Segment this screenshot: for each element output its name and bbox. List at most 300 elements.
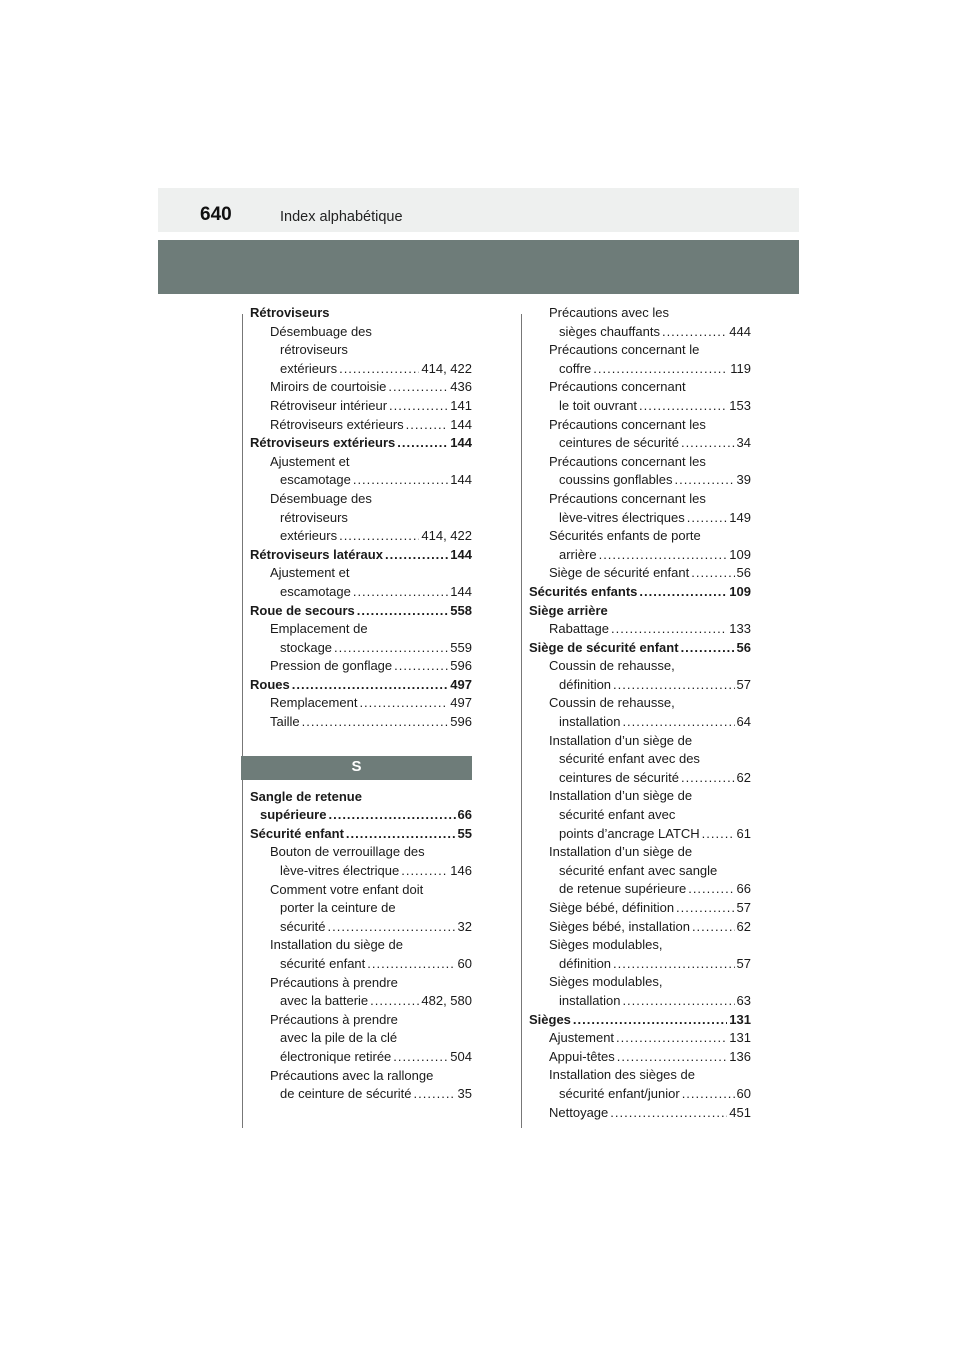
index-entry-text: Nettoyage — [549, 1104, 609, 1120]
index-subentry — [250, 490, 472, 546]
index-entry-line — [549, 620, 751, 639]
index-entry — [250, 788, 472, 825]
index-entry-line — [270, 490, 472, 509]
page-reference: 35 — [457, 1086, 472, 1102]
index-entry-line — [549, 899, 751, 918]
index-entry-text: sécurité — [280, 918, 326, 934]
page-reference: 57 — [736, 955, 751, 971]
index-entry-line — [270, 899, 472, 918]
index-entry-line — [549, 546, 751, 565]
index-subentry — [250, 1011, 472, 1067]
dot-leader — [681, 434, 735, 453]
index-entry — [529, 639, 751, 658]
page-reference: 144 — [450, 472, 472, 488]
index-entry-line — [549, 509, 751, 528]
dot-leader — [674, 471, 734, 490]
index-entry-text: Précautions concernant les — [549, 416, 706, 432]
page-reference: 39 — [736, 472, 751, 488]
index-entry-text: Installation des sièges de — [549, 1067, 695, 1083]
index-entry-text: Emplacement de — [270, 621, 368, 637]
index-subentry — [250, 657, 472, 676]
index-entry — [250, 825, 472, 844]
page-reference: 497 — [450, 676, 472, 692]
index-entry-line — [250, 676, 472, 695]
index-entry — [529, 1011, 751, 1030]
index-entry-line — [549, 1066, 751, 1085]
index-entry-text: escamotage — [280, 583, 351, 599]
index-entry-text: Désembuage des — [270, 323, 372, 339]
dot-leader — [406, 416, 449, 435]
dot-leader — [681, 639, 735, 658]
dot-leader — [573, 1011, 727, 1030]
index-entry — [250, 676, 472, 695]
index-entry-text: Comment votre enfant doit — [270, 881, 424, 897]
index-entry-line — [270, 564, 472, 583]
index-subentry — [529, 416, 751, 453]
index-entry-text: sécurité enfant/junior — [559, 1085, 680, 1101]
index-entry-line — [270, 620, 472, 639]
dot-leader — [353, 583, 448, 602]
index-subentry — [529, 527, 751, 564]
index-entry-line — [270, 527, 472, 546]
dot-leader — [394, 657, 448, 676]
index-entry-line — [250, 788, 472, 807]
index-entry-text: supérieure — [260, 807, 327, 823]
index-entry-line — [250, 806, 472, 825]
index-subentry — [529, 1029, 751, 1048]
page-number: 640 — [200, 204, 232, 225]
index-entry-text: Sièges modulables, — [549, 974, 663, 990]
index-entry-line — [549, 453, 751, 472]
index-entry-text: sécurité enfant avec — [559, 807, 676, 823]
dot-leader — [353, 471, 448, 490]
index-entry-line — [270, 416, 472, 435]
page-reference: 144 — [450, 546, 472, 562]
index-entry-line — [549, 1104, 751, 1123]
page-reference: 444 — [729, 323, 751, 339]
index-entry-text: Sièges modulables, — [549, 937, 663, 953]
index-entry-text: Installation d’un siège de — [549, 732, 693, 748]
index-entry-line — [529, 583, 751, 602]
index-entry-text: le toit ouvrant — [559, 397, 638, 413]
index-entry-text: Précautions concernant les — [549, 453, 706, 469]
index-entry-line — [270, 1011, 472, 1030]
page-reference: 497 — [450, 695, 472, 711]
index-entry-text: Installation du siège de — [270, 937, 403, 953]
index-subentry — [250, 453, 472, 490]
index-entry-line — [549, 1085, 751, 1104]
index-subentry — [250, 323, 472, 379]
index-entry-text: sécurité enfant avec sangle — [559, 862, 718, 878]
page-reference: 144 — [450, 583, 472, 599]
index-entry-line — [270, 955, 472, 974]
page-reference: 57 — [736, 676, 751, 692]
index-entry-text: Précautions avec la rallonge — [270, 1067, 434, 1083]
page-reference: 60 — [457, 956, 472, 971]
index-entry-text: installation — [559, 714, 621, 730]
dot-leader — [613, 676, 734, 695]
index-entry-line — [270, 323, 472, 342]
index-entry-text: définition — [559, 955, 612, 971]
dot-leader — [397, 434, 448, 453]
header-band — [158, 240, 799, 294]
index-subentry — [529, 657, 751, 694]
index-entry-text: coffre — [559, 360, 592, 376]
index-entry-text: Précautions concernant — [549, 379, 686, 395]
index-entry-line — [549, 750, 751, 769]
page-reference: 153 — [729, 397, 751, 413]
index-entry-text: sièges chauffants — [559, 323, 660, 339]
index-entry-text: avec la batterie — [280, 993, 369, 1009]
page-reference: 504 — [450, 1048, 472, 1064]
index-subentry — [250, 397, 472, 416]
index-entry-line — [549, 806, 751, 825]
index-subentry — [529, 1066, 751, 1103]
index-subentry — [250, 974, 472, 1011]
index-entry-text: Sécurités enfants de porte — [549, 528, 701, 544]
dot-leader — [639, 583, 727, 602]
index-subentry — [529, 378, 751, 415]
page-reference: 558 — [450, 602, 472, 618]
index-entry-line — [549, 676, 751, 695]
index-entry-line — [250, 434, 472, 453]
index-entry — [250, 304, 472, 323]
index-entry-text: escamotage — [280, 472, 351, 488]
index-entry-line — [549, 769, 751, 788]
index-entry-text: Pression de gonflage — [270, 658, 393, 674]
dot-leader — [328, 806, 455, 825]
dot-leader — [691, 564, 734, 583]
page-reference: 56 — [736, 565, 751, 581]
index-subentry — [529, 304, 751, 341]
page-reference: 109 — [729, 583, 751, 599]
page-reference: 414, 422 — [421, 360, 472, 376]
index-entry-text: Bouton de verrouillage des — [270, 844, 425, 860]
index-entry-text: Précautions concernant le — [549, 342, 700, 358]
dot-leader — [357, 602, 449, 621]
dot-leader — [622, 992, 734, 1011]
index-entry-line — [270, 639, 472, 658]
index-entry-text: Rabattage — [549, 621, 609, 637]
dot-leader — [292, 676, 449, 695]
index-subentry — [250, 713, 472, 732]
index-entry-text: de ceinture de sécurité — [280, 1086, 412, 1102]
index-entry-text: Précautions à prendre — [270, 974, 398, 990]
index-entry-text: Rétroviseurs extérieurs — [250, 435, 396, 451]
index-subentry — [529, 564, 751, 583]
index-entry-line — [549, 564, 751, 583]
index-entry — [529, 583, 751, 602]
index-subentry — [250, 564, 472, 601]
index-entry-line — [270, 341, 472, 360]
index-entry-line — [549, 1029, 751, 1048]
index-entry-text: Précautions avec les — [549, 305, 669, 320]
index-entry-text: Ajustement et — [270, 565, 350, 581]
index-entry-text: avec la pile de la clé — [280, 1030, 398, 1046]
index-entry-text: Siège bébé, définition — [549, 900, 675, 915]
index-entry-line — [270, 1048, 472, 1067]
dot-leader — [599, 546, 728, 565]
index-entry-line — [270, 1085, 472, 1104]
index-entry-line — [270, 471, 472, 490]
page-reference: 32 — [457, 918, 472, 934]
index-subentry — [529, 1048, 751, 1067]
page-reference: 451 — [729, 1104, 751, 1120]
index-entry-text: Remplacement — [270, 695, 358, 711]
index-entry-text: porter la ceinture de — [280, 900, 396, 916]
index-entry — [250, 434, 472, 453]
index-entry-line — [549, 843, 751, 862]
index-subentry — [250, 881, 472, 937]
index-entry-text: Sangle de retenue — [250, 788, 362, 804]
index-subentry — [529, 973, 751, 1010]
index-entry-text: définition — [559, 676, 612, 692]
index-entry-line — [549, 713, 751, 732]
index-entry-line — [270, 694, 472, 713]
index-entry-line — [549, 732, 751, 751]
index-entry-line — [270, 657, 472, 676]
index-entry — [250, 546, 472, 565]
dot-leader — [593, 360, 728, 379]
index-entry-line — [549, 880, 751, 899]
index-entry-line — [250, 602, 472, 621]
index-entry-line — [270, 360, 472, 379]
index-entry-text: Installation d’un siège de — [549, 844, 693, 860]
dot-leader — [389, 397, 448, 416]
index-entry-line — [270, 918, 472, 937]
index-entry-text: Sécurités enfants — [529, 583, 638, 599]
index-entry-text: Précautions à prendre — [270, 1011, 398, 1027]
index-entry-line — [529, 1011, 751, 1030]
index-entry-line — [549, 527, 751, 546]
page-reference: 131 — [729, 1011, 751, 1027]
index-entry-line — [270, 843, 472, 862]
index-entry-line — [549, 862, 751, 881]
dot-leader — [610, 1104, 727, 1123]
index-entry-text: stockage — [280, 639, 333, 655]
index-entry-line — [549, 490, 751, 509]
dot-leader — [688, 880, 734, 899]
index-entry-text: Désembuage des — [270, 490, 372, 506]
index-entry-line — [549, 471, 751, 490]
dot-leader — [334, 639, 448, 658]
index-subentry — [250, 843, 472, 880]
index-entry-line — [549, 992, 751, 1011]
page-reference: 119 — [730, 360, 751, 376]
dot-leader — [681, 769, 735, 788]
left-column-rule — [242, 314, 243, 1128]
index-entry-line — [270, 378, 472, 397]
page-reference: 482, 580 — [421, 993, 472, 1009]
index-group-s-continued — [529, 304, 751, 1122]
index-entry-text: Précautions concernant les — [549, 490, 706, 506]
index-entry-line — [549, 787, 751, 806]
page-reference: 136 — [729, 1048, 751, 1064]
index-entry-text: lève-vitres électrique — [280, 863, 400, 879]
index-subentry — [529, 899, 751, 918]
index-group-s — [250, 788, 472, 1104]
index-entry — [529, 602, 751, 621]
index-entry-text: Roues — [250, 676, 290, 692]
index-entry-line — [270, 1029, 472, 1048]
index-entry-text: Coussin de rehausse, — [549, 658, 675, 674]
index-entry — [250, 602, 472, 621]
index-entry-line — [549, 973, 751, 992]
index-entry-text: Rétroviseurs extérieurs — [270, 416, 404, 432]
dot-leader — [662, 323, 727, 342]
dot-leader — [388, 378, 448, 397]
index-entry-line — [549, 304, 751, 323]
dot-leader — [302, 713, 449, 732]
page-reference: 146 — [450, 863, 472, 879]
index-entry-line — [549, 360, 751, 379]
dot-leader — [359, 694, 448, 713]
index-entry-line — [549, 955, 751, 974]
index-entry-text: rétroviseurs — [280, 509, 348, 525]
index-entry-text: ceintures de sécurité — [559, 769, 679, 785]
page-reference: 57 — [736, 900, 751, 915]
index-column-left — [250, 304, 472, 1104]
index-subentry — [250, 416, 472, 435]
dot-leader — [339, 527, 419, 546]
index-subentry — [529, 490, 751, 527]
index-entry-line — [270, 881, 472, 900]
dot-leader — [682, 1085, 735, 1104]
index-entry-text: électronique retirée — [280, 1048, 392, 1064]
index-entry-text: Ajustement et — [270, 453, 350, 469]
index-subentry — [529, 787, 751, 843]
section-title: Index alphabétique — [280, 209, 403, 225]
index-column-right — [529, 304, 751, 1122]
dot-leader — [617, 1048, 728, 1067]
index-entry-line — [250, 825, 472, 844]
index-subentry — [250, 936, 472, 973]
index-subentry — [529, 732, 751, 788]
dot-leader — [401, 862, 448, 881]
index-subentry — [250, 694, 472, 713]
index-group-r — [250, 304, 472, 732]
index-entry-line — [529, 602, 751, 621]
index-subentry — [250, 620, 472, 657]
dot-leader — [367, 955, 455, 974]
page-reference: 596 — [450, 714, 472, 730]
index-entry-text: lève-vitres électriques — [559, 509, 685, 525]
dot-leader — [692, 918, 735, 937]
index-entry-line — [549, 323, 751, 342]
page-reference: 109 — [729, 546, 751, 562]
index-entry-line — [549, 397, 751, 416]
page-reference: 149 — [729, 509, 751, 525]
page-reference: 131 — [729, 1030, 751, 1046]
index-entry-line — [529, 639, 751, 658]
index-entry-line — [270, 453, 472, 472]
right-column-rule — [521, 314, 522, 1128]
index-entry-line — [549, 341, 751, 360]
dot-leader — [346, 825, 456, 844]
index-entry-line — [549, 918, 751, 937]
page-reference: 141 — [450, 397, 472, 413]
dot-leader — [414, 1085, 456, 1104]
index-letter-s: S — [241, 756, 472, 780]
dot-leader — [339, 360, 419, 379]
index-entry-line — [549, 657, 751, 676]
page-reference: 60 — [736, 1085, 751, 1101]
index-entry-text: Rétroviseurs latéraux — [250, 546, 383, 562]
index-entry-line — [270, 862, 472, 881]
page-reference: 64 — [736, 714, 751, 730]
dot-leader — [616, 1029, 727, 1048]
index-entry-line — [270, 992, 472, 1011]
index-subentry — [529, 620, 751, 639]
index-subentry — [250, 1067, 472, 1104]
index-entry-text: extérieurs — [280, 528, 338, 544]
index-entry-text: Siège de sécurité enfant — [549, 565, 690, 581]
index-entry-line — [250, 546, 472, 565]
index-entry-text: Siège de sécurité enfant — [529, 639, 679, 655]
index-entry-line — [549, 936, 751, 955]
index-entry-text: Installation d’un siège de — [549, 788, 693, 804]
page-reference: 144 — [450, 435, 472, 451]
index-entry-text: installation — [559, 992, 621, 1008]
index-entry-text: Sièges bébé, installation — [549, 918, 690, 934]
index-entry-line — [549, 1048, 751, 1067]
dot-leader — [622, 713, 734, 732]
page-reference: 559 — [450, 639, 472, 655]
index-entry-line — [250, 304, 472, 323]
index-entry-line — [270, 509, 472, 528]
dot-leader — [687, 509, 728, 528]
page-reference: 66 — [457, 807, 472, 823]
page-reference: 56 — [736, 639, 751, 655]
index-entry-line — [270, 936, 472, 955]
index-entry-line — [270, 1067, 472, 1086]
index-entry-text: extérieurs — [280, 360, 338, 376]
index-subentry — [529, 694, 751, 731]
page-reference: 55 — [457, 825, 472, 841]
index-subentry — [529, 453, 751, 490]
index-subentry — [529, 843, 751, 899]
page-reference: 62 — [736, 769, 751, 785]
index-entry-line — [549, 434, 751, 453]
index-entry-text: Miroirs de courtoisie — [270, 379, 387, 395]
dot-leader — [370, 992, 419, 1011]
page-reference: 133 — [729, 621, 751, 637]
index-entry-text: Appui-têtes — [549, 1048, 615, 1064]
dot-leader — [393, 1048, 448, 1067]
index-entry-line — [270, 397, 472, 416]
index-entry-text: ceintures de sécurité — [559, 435, 679, 451]
index-entry-text: Ajustement — [549, 1030, 615, 1046]
index-subentry — [529, 936, 751, 973]
index-entry-text: points d’ancrage LATCH — [559, 825, 700, 841]
dot-leader — [639, 397, 727, 416]
index-subentry — [529, 341, 751, 378]
page-reference: 62 — [736, 918, 751, 934]
dot-leader — [611, 620, 727, 639]
index-entry-text: Sécurité enfant — [250, 825, 344, 841]
index-entry-text: Rétroviseurs — [250, 305, 330, 320]
page-reference: 414, 422 — [421, 528, 472, 544]
index-entry-line — [270, 974, 472, 993]
index-entry-text: Sièges — [529, 1011, 571, 1027]
index-entry-text: sécurité enfant avec des — [559, 751, 700, 767]
page-reference: 34 — [736, 435, 751, 451]
index-subentry — [529, 1104, 751, 1123]
index-entry-line — [270, 713, 472, 732]
index-entry-line — [549, 825, 751, 844]
page-reference: 596 — [450, 658, 472, 674]
page-reference: 61 — [736, 825, 751, 841]
